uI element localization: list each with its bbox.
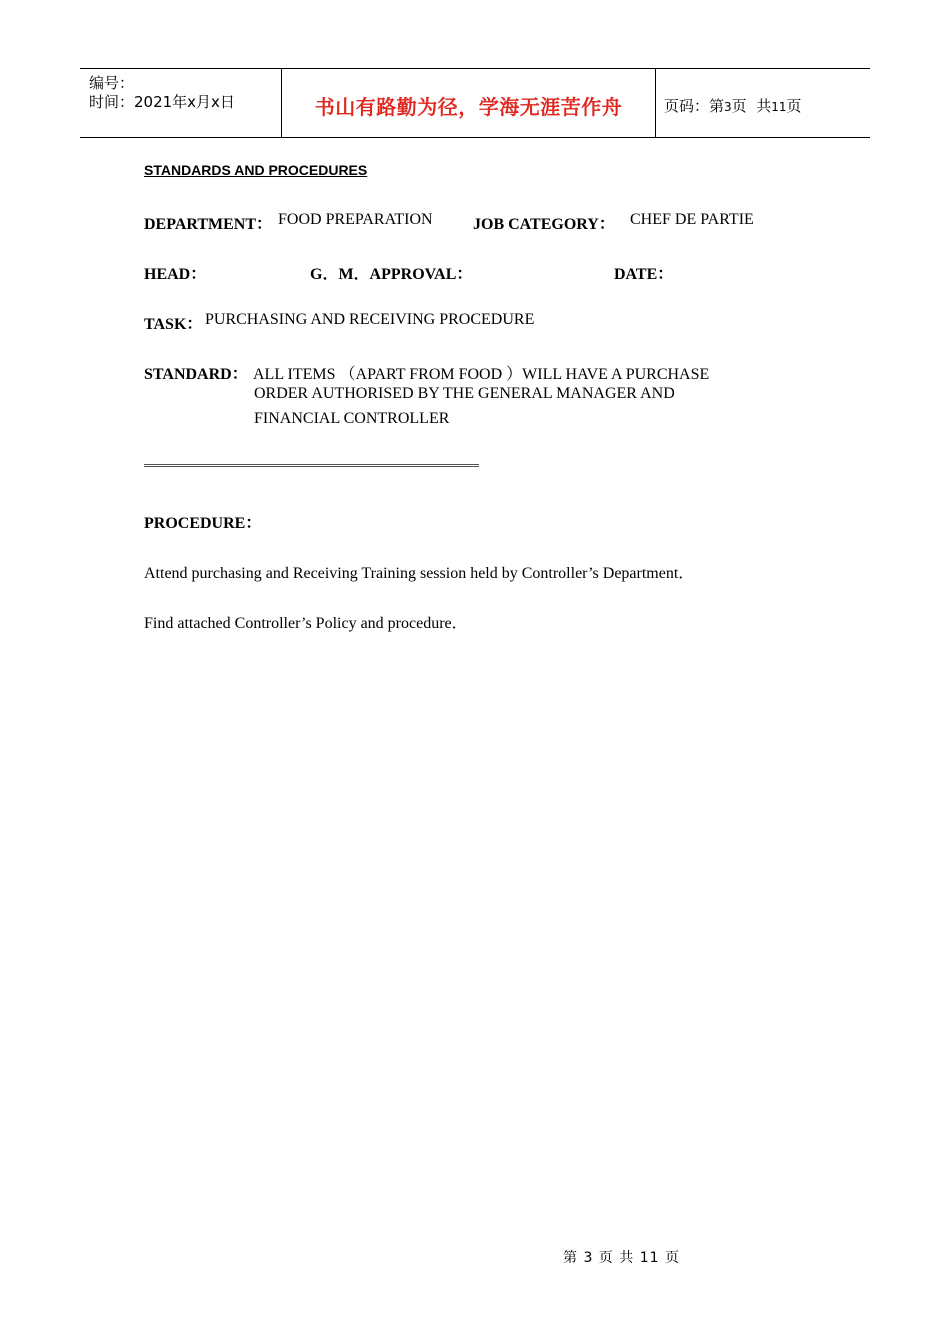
task-value: PURCHASING AND RECEIVING PROCEDURE xyxy=(205,311,535,328)
header-page-number xyxy=(664,95,802,116)
department-value: FOOD PREPARATION xyxy=(278,211,433,228)
header-page-cell xyxy=(655,69,870,137)
standard-line: ORDER AUTHORISED BY THE GENERAL MANAGER AND xyxy=(254,385,675,402)
page-footer: 第 3 页 共 11 页 xyxy=(563,1250,680,1266)
code-label: 编号： xyxy=(89,74,135,92)
double-rule-divider xyxy=(144,464,479,467)
standard-line: FINANCIAL CONTROLLER xyxy=(254,410,450,427)
department-label: DEPARTMENT： xyxy=(144,216,273,233)
page-suffix: 页 xyxy=(786,97,802,115)
procedure-label: PROCEDURE： xyxy=(144,515,262,532)
page-mid: 页 共 xyxy=(731,97,772,115)
header-motto-cell xyxy=(281,69,656,137)
date-label: DATE： xyxy=(614,266,674,283)
page-header xyxy=(80,68,870,138)
standard-label: STANDARD： xyxy=(144,366,248,383)
gm-approval-label: G．M．APPROVAL： xyxy=(310,266,473,283)
procedure-step: Attend purchasing and Receiving Training session held by Controller’s Department． xyxy=(144,565,695,582)
procedure-step: Find attached Controller’s Policy and procedure． xyxy=(144,615,468,632)
standard-line: ALL ITEMS （APART FROM FOOD ）WILL HAVE A PURCHASE xyxy=(253,366,710,383)
job-category-value: CHEF DE PARTIE xyxy=(630,211,754,228)
page-total: 11 xyxy=(771,100,787,114)
head-label: HEAD： xyxy=(144,266,207,283)
header-motto: 书山有路勤为径，学海无涯苦作舟 xyxy=(314,95,623,119)
document-title: STANDARDS AND PROCEDURES xyxy=(144,162,368,178)
job-category-label: JOB CATEGORY： xyxy=(473,216,615,233)
page-prefix: 页码：第 xyxy=(664,97,725,115)
task-label: TASK： xyxy=(144,316,203,333)
header-info-cell xyxy=(80,69,281,137)
page-current: 3 xyxy=(724,100,732,114)
date-line: 时间：2021年x月x日 xyxy=(89,93,235,111)
